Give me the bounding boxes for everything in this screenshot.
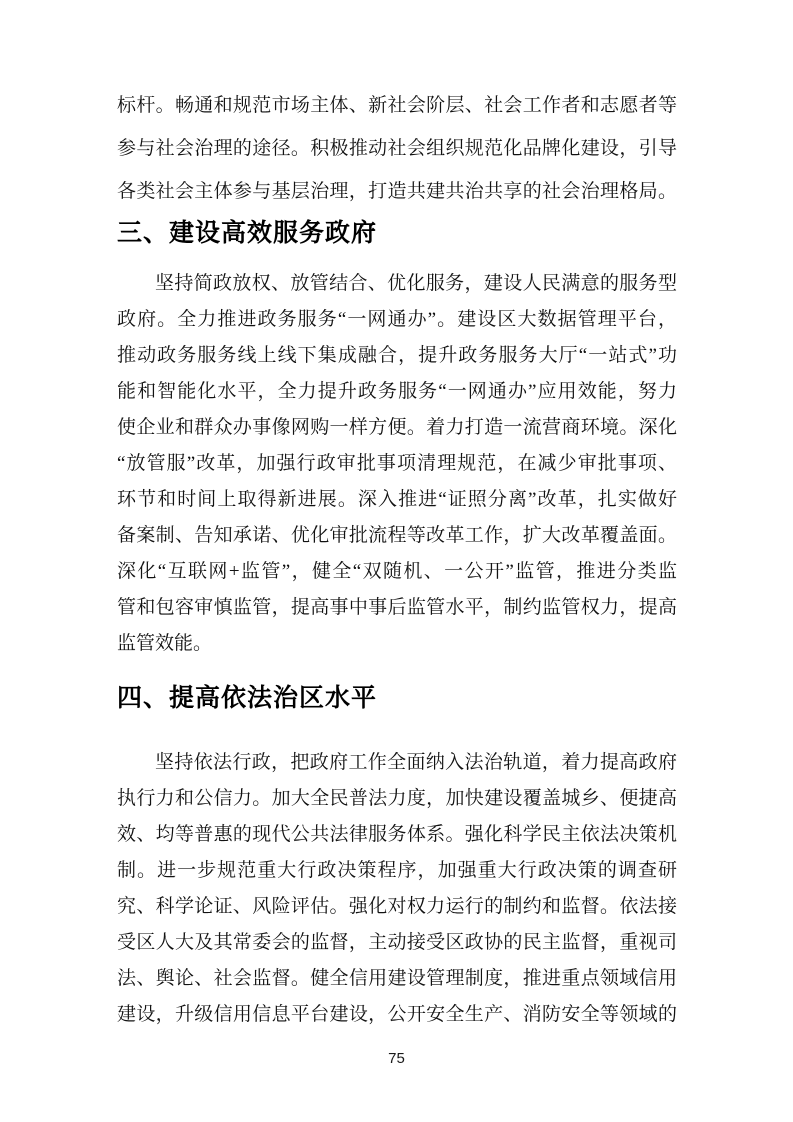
text-line: 标杆。畅通和规范市场主体、新社会阶层、社会工作者和志愿者等 (117, 95, 677, 116)
text-line: 制。进一步规范重大行政决策程序，加强重大行政决策的调查研 (117, 860, 677, 881)
text-line: 备案制、告知承诺、优化审批流程等改革工作，扩大改革覆盖面。 (117, 525, 677, 546)
text-line: 深化“互联网+监管”，健全“双随机、一公开”监管，推进分类监 (117, 561, 677, 582)
paragraph-section-3 (117, 266, 677, 662)
text-line: 使企业和群众办事像网购一样方便。着力打造一流营商环境。深化 (117, 417, 677, 438)
text-line: 究、科学论证、风险评估。强化对权力运行的制约和监督。依法接 (117, 896, 677, 917)
text-line: 建设，升级信用信息平台建设，公开安全生产、消防安全等领域的 (117, 1004, 677, 1025)
text-line: 受区人大及其常委会的监督，主动接受区政协的民主监督，重视司 (117, 932, 677, 953)
text-line: “放管服”改革，加强行政审批事项清理规范，在减少审批事项、 (117, 453, 677, 474)
text-line: 法、舆论、社会监督。健全信用建设管理制度，推进重点领域信用 (117, 968, 677, 989)
text-line: 各类社会主体参与基层治理，打造共建共治共享的社会治理格局。 (117, 181, 677, 202)
text-line: 政府。全力推进政务服务“一网通办”。建设区大数据管理平台， (117, 309, 677, 330)
text-line: 环节和时间上取得新进展。深入推进“证照分离”改革，扎实做好 (117, 489, 677, 510)
text-line: 坚持依法行政，把政府工作全面纳入法治轨道，着力提高政府 (155, 752, 677, 773)
text-line: 执行力和公信力。加大全民普法力度，加快建设覆盖城乡、便捷高 (117, 788, 677, 809)
text-line: 坚持简政放权、放管结合、优化服务，建设人民满意的服务型 (155, 273, 677, 294)
paragraph-continuation (117, 84, 677, 213)
text-line: 管和包容审慎监管，提高事中事后监管水平，制约监管权力，提高 (117, 597, 677, 618)
text-line: 监管效能。 (117, 633, 213, 654)
text-line: 效、均等普惠的现代公共法律服务体系。强化科学民主依法决策机 (117, 824, 677, 845)
text-line: 能和智能化水平，全力提升政务服务“一网通办”应用效能，努力 (117, 381, 677, 402)
section-heading-4: 四、提高依法治区水平 (117, 684, 378, 712)
page-number: 75 (388, 1050, 405, 1067)
text-line: 推动政务服务线上线下集成融合，提升政务服务大厅“一站式”功 (117, 345, 677, 366)
paragraph-section-4 (117, 745, 677, 1033)
section-heading-3: 三、建设高效服务政府 (117, 219, 378, 247)
text-line: 参与社会治理的途径。积极推动社会组织规范化品牌化建设，引导 (117, 138, 677, 159)
